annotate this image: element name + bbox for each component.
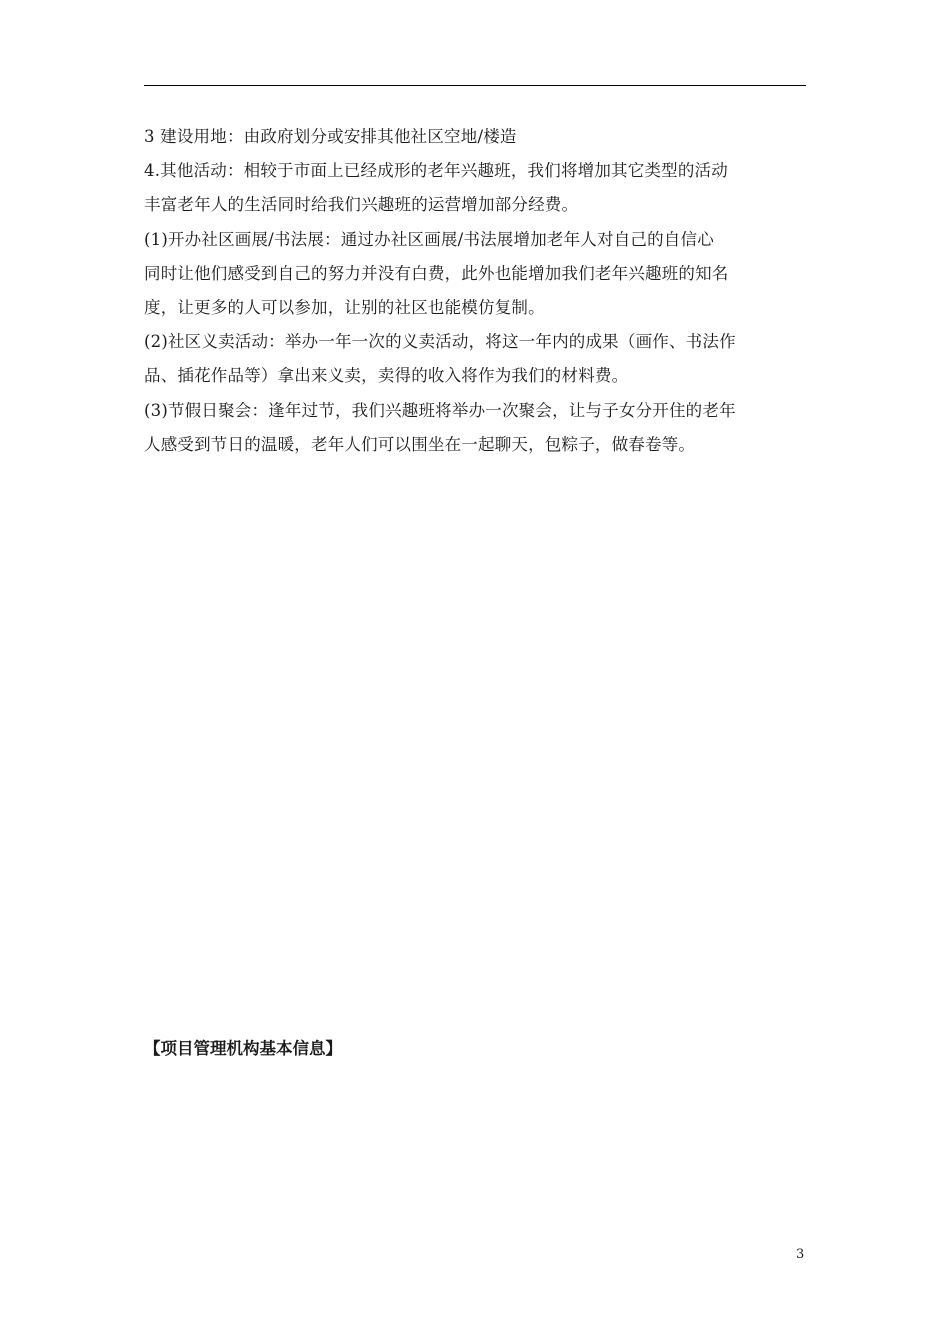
- paragraph-exhibition: [144, 223, 814, 326]
- text-line: (2)社区义卖活动：举办一年一次的义卖活动，将这一年内的成果（画作、书法作: [144, 332, 736, 352]
- paragraph-land: [144, 120, 814, 154]
- text-line: 3 建设用地：由政府划分或安排其他社区空地/楼造: [144, 127, 517, 146]
- paragraph-holiday-gathering: [144, 394, 814, 462]
- header-rule: [144, 85, 806, 86]
- text-line: 人感受到节日的温暖，老年人们可以围坐在一起聊天，包粽子，做春卷等。: [144, 434, 696, 454]
- document-body: [144, 120, 814, 462]
- section-heading: 【项目管理机构基本信息】: [144, 1039, 342, 1058]
- text-line: 同时让他们感受到自己的努力并没有白费，此外也能增加我们老年兴趣班的知名: [144, 263, 729, 283]
- paragraph-charity-sale: [144, 325, 814, 393]
- text-line: 品、插花作品等）拿出来义卖，卖得的收入将作为我们的材料费。: [144, 366, 629, 386]
- text-line: 4.其他活动：相较于市面上已经成形的老年兴趣班，我们将增加其它类型的活动: [144, 161, 728, 181]
- text-line: (3)节假日聚会：逢年过节，我们兴趣班将举办一次聚会，让与子女分开住的老年: [144, 400, 736, 420]
- paragraph-other-activities: [144, 154, 814, 222]
- text-line: 度，让更多的人可以参加，让别的社区也能模仿复制。: [144, 298, 545, 318]
- page-number: 3: [796, 1247, 805, 1262]
- text-line: (1)开办社区画展/书法展：通过办社区画展/书法展增加老年人对自己的自信心: [144, 229, 714, 249]
- text-line: 丰富老年人的生活同时给我们兴趣班的运营增加部分经费。: [144, 195, 579, 215]
